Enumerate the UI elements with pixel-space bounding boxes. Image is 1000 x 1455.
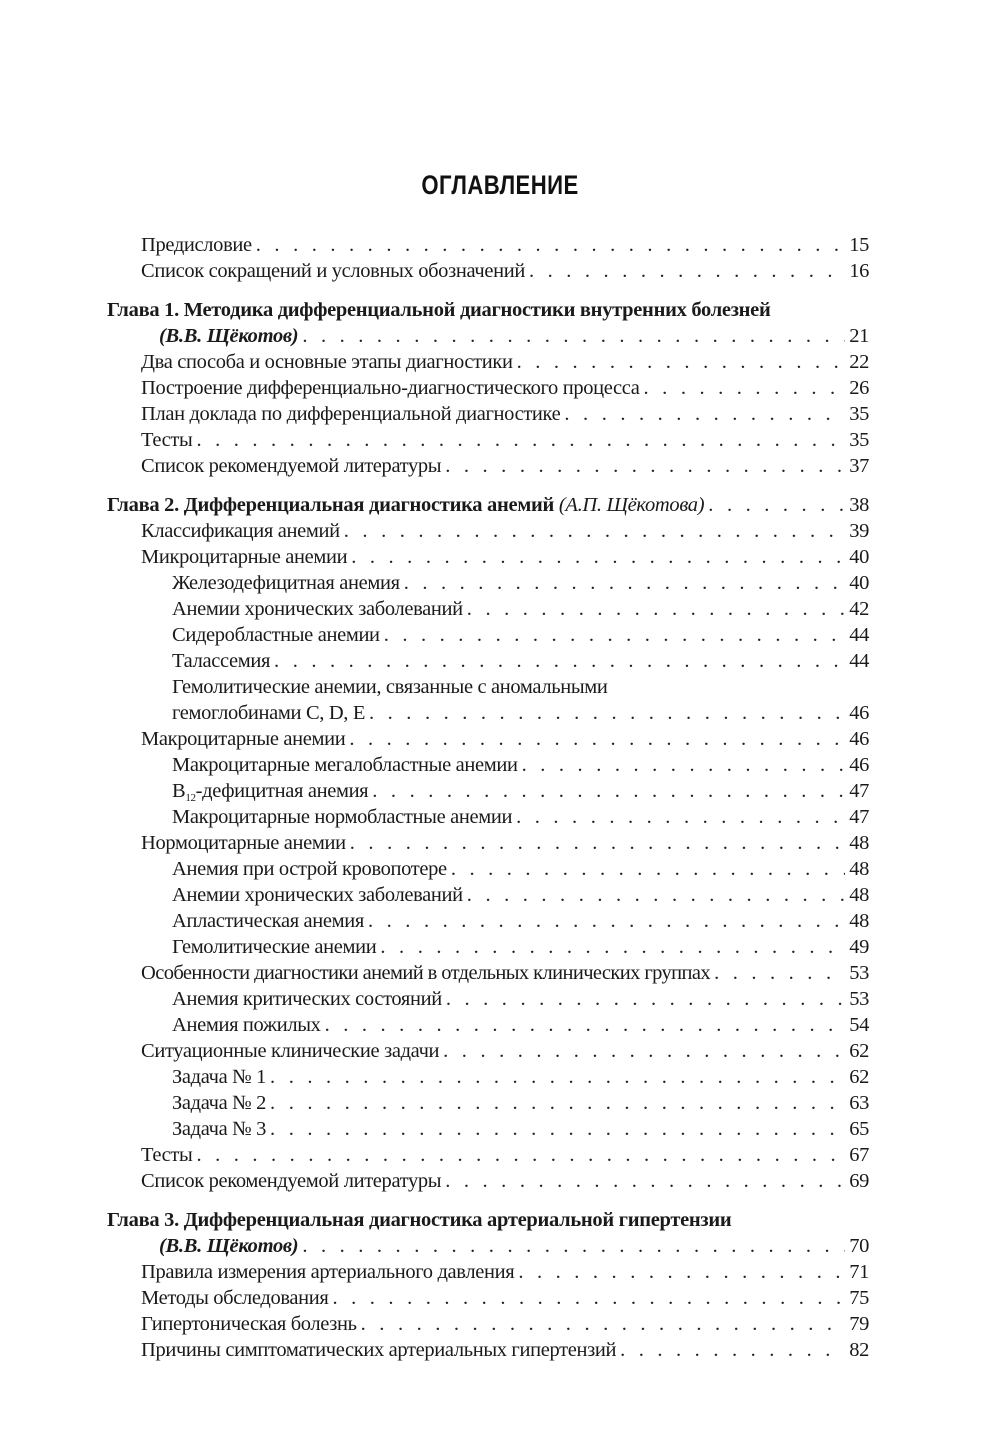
dot-leader [351, 544, 845, 570]
toc-entry-label: Методы обследования [141, 1287, 329, 1309]
dot-leader [445, 1168, 845, 1194]
toc-entry-label: Список рекомендуемой литературы [141, 1170, 442, 1192]
dot-leader [325, 1012, 846, 1038]
toc-entry[interactable] [0, 1285, 1000, 1311]
dot-leader [404, 570, 845, 596]
toc-entry-label: Тесты [141, 1144, 193, 1166]
dot-leader [369, 700, 845, 726]
dot-leader [516, 804, 845, 830]
toc-entry[interactable] [0, 1311, 1000, 1337]
toc-subentry[interactable] [0, 1090, 1000, 1116]
toc-entry[interactable] [0, 349, 1000, 375]
dot-leader [443, 1038, 845, 1064]
toc-entry-label: Гемолитические анемии, связанные с аномальными [172, 676, 608, 698]
dot-leader [270, 1090, 845, 1116]
toc-entry-label: Микроцитарные анемии [141, 546, 348, 568]
page-number: 67 [849, 1144, 869, 1166]
toc-entry-label: Список сокращений и условных обозначений [141, 260, 525, 282]
page-number: 35 [849, 403, 869, 425]
dot-leader [372, 778, 845, 804]
dot-leader [445, 453, 845, 479]
page-number: 44 [849, 650, 869, 672]
page-number: 71 [849, 1261, 869, 1283]
dot-leader [368, 908, 845, 934]
page-number: 53 [849, 988, 869, 1010]
page-number: 44 [849, 624, 869, 646]
toc-subentry[interactable] [0, 986, 1000, 1012]
toc-subentry[interactable] [0, 1116, 1000, 1142]
toc-entry[interactable] [0, 453, 1000, 479]
toc-subentry[interactable] [0, 778, 1000, 804]
toc-entry[interactable] [0, 518, 1000, 544]
toc-entry-label: Тесты [141, 429, 193, 451]
page-number: 62 [849, 1040, 869, 1062]
dot-leader [529, 258, 845, 284]
page-number: 79 [849, 1313, 869, 1335]
chapter-1-title[interactable]: Глава 1. Методика дифференциальной диагностики внутренних болезней [107, 299, 771, 321]
page-number: 47 [849, 806, 869, 828]
page-number: 26 [849, 377, 869, 399]
toc-entry-label: Анемия критических состояний [172, 988, 442, 1010]
toc-entry[interactable] [0, 1259, 1000, 1285]
dot-leader [349, 726, 845, 752]
toc-entry-label: Причины симптоматических артериальных гипертензий [141, 1339, 617, 1361]
page-number: 16 [849, 260, 869, 282]
page-number: 21 [849, 325, 869, 347]
page-number: 47 [849, 780, 869, 802]
toc-entry-label: Классификация анемий [141, 520, 340, 542]
page-number: 48 [849, 910, 869, 932]
chapter-author: (В.В. Щёкотов) [159, 1235, 299, 1257]
page-number: 48 [849, 858, 869, 880]
toc-entry[interactable] [0, 375, 1000, 401]
page-number: 49 [849, 936, 869, 958]
toc-entry-label: Сидеробластные анемии [172, 624, 380, 646]
dot-leader [451, 856, 845, 882]
toc-entry[interactable] [0, 401, 1000, 427]
toc-entry-label: Ситуационные клинические задачи [141, 1040, 440, 1062]
toc-subentry[interactable] [0, 1064, 1000, 1090]
toc-subentry[interactable] [0, 648, 1000, 674]
page-number: 82 [849, 1339, 869, 1361]
page-number: 70 [849, 1235, 869, 1257]
page-number: 54 [849, 1014, 869, 1036]
b12-label: -дефицитная анемия [195, 780, 369, 802]
toc-entry-label: Особенности диагностики анемий в отдельных клинических группах [141, 962, 711, 984]
toc-subentry[interactable] [0, 882, 1000, 908]
toc-entry-label: Макроцитарные анемии [141, 728, 346, 750]
page-number: 42 [849, 598, 869, 620]
dot-leader [302, 323, 845, 349]
dot-leader [564, 401, 845, 427]
toc-subentry[interactable] [0, 752, 1000, 778]
toc-entry[interactable] [0, 544, 1000, 570]
toc-entry-label: Макроцитарные нормобластные анемии [172, 806, 513, 828]
toc-entry-label: Анемии хронических заболеваний [172, 884, 463, 906]
toc-subentry[interactable] [0, 856, 1000, 882]
page-number: 65 [849, 1118, 869, 1140]
toc-subentry[interactable] [0, 570, 1000, 596]
page-number: 40 [849, 572, 869, 594]
toc-entry-label: Талассемия [172, 650, 271, 672]
dot-leader [518, 1259, 845, 1285]
toc-subentry[interactable] [0, 622, 1000, 648]
page-number: 62 [849, 1066, 869, 1088]
dot-leader [714, 960, 845, 986]
page-number: 15 [849, 234, 869, 256]
dot-leader [256, 232, 845, 258]
toc-entry-label: гемоглобинами C, D, E [172, 702, 365, 724]
toc-entry[interactable] [0, 726, 1000, 752]
dot-leader [196, 427, 845, 453]
toc-entry[interactable] [0, 1038, 1000, 1064]
toc-entry-label: План доклада по дифференциальной диагностике [141, 403, 561, 425]
toc-entry-label: Задача № 1 [172, 1066, 267, 1088]
dot-leader [274, 648, 845, 674]
dot-leader [517, 349, 846, 375]
page-number: 63 [849, 1092, 869, 1114]
b12-prefix: B [172, 780, 186, 802]
toc-entry-label: Гемолитические анемии [172, 936, 377, 958]
dot-leader [467, 596, 845, 622]
chapter-3-title[interactable]: Глава 3. Дифференциальная диагностика артериальной гипертензии [107, 1209, 732, 1231]
toc-entry[interactable] [0, 960, 1000, 986]
page-number: 53 [849, 962, 869, 984]
toc-entry-label: Правила измерения артериального давления [141, 1261, 515, 1283]
dot-leader [467, 882, 845, 908]
dot-leader [384, 622, 846, 648]
page-number: 48 [849, 884, 869, 906]
dot-leader [302, 1233, 845, 1259]
dot-leader [350, 830, 845, 856]
toc-entry-label: Список рекомендуемой литературы [141, 455, 442, 477]
chapter-3-author-entry[interactable] [0, 1233, 1000, 1259]
page-number: 69 [849, 1170, 869, 1192]
dot-leader [644, 375, 846, 401]
toc-entry-label: Макроцитарные мегалобластные анемии [172, 754, 518, 776]
dot-leader [522, 752, 846, 778]
toc-entry-label: Предисловие [141, 234, 252, 256]
chapter-2-title-entry[interactable] [0, 492, 1000, 518]
dot-leader [620, 1337, 845, 1363]
dot-leader [708, 492, 845, 518]
page-number: 46 [849, 754, 869, 776]
toc-entry-label: Апластическая анемия [172, 910, 364, 932]
toc-entry-abbreviations[interactable] [0, 258, 1000, 284]
dot-leader [380, 934, 845, 960]
dot-leader [344, 518, 845, 544]
toc-entry-label [172, 778, 368, 804]
chapter-1-author-entry[interactable] [0, 323, 1000, 349]
chapter-author: (В.В. Щёкотов) [159, 325, 299, 347]
page-number: 75 [849, 1287, 869, 1309]
toc-entry[interactable] [0, 1168, 1000, 1194]
toc-subentry-line1[interactable] [0, 674, 1000, 700]
dot-leader [446, 986, 845, 1012]
dot-leader [332, 1285, 845, 1311]
toc-entry[interactable] [0, 427, 1000, 453]
toc-entry-label: Два способа и основные этапы диагностики [141, 351, 513, 373]
toc-entry-label: Анемия пожилых [172, 1014, 321, 1036]
toc-entry[interactable] [0, 830, 1000, 856]
toc-entry-label: Задача № 3 [172, 1118, 267, 1140]
dot-leader [196, 1142, 845, 1168]
page-title: ОГЛАВЛЕНИЕ [421, 170, 579, 200]
page-number: 46 [849, 728, 869, 750]
dot-leader [270, 1116, 845, 1142]
toc-subentry[interactable] [0, 1012, 1000, 1038]
page-number: 39 [849, 520, 869, 542]
page-number: 35 [849, 429, 869, 451]
toc-subentry[interactable] [0, 934, 1000, 960]
chapter-author: (А.П. Щёкотова) [558, 494, 705, 516]
dot-leader [270, 1064, 845, 1090]
page-number: 40 [849, 546, 869, 568]
b12-subscript: 12 [185, 792, 196, 804]
page-number: 46 [849, 702, 869, 724]
toc-entry[interactable] [0, 1142, 1000, 1168]
toc-entry-label: Нормоцитарные анемии [141, 832, 346, 854]
toc-entry[interactable] [0, 1337, 1000, 1363]
page-number: 37 [849, 455, 869, 477]
page-number: 22 [849, 351, 869, 373]
dot-leader [361, 1311, 846, 1337]
toc-subentry[interactable] [0, 596, 1000, 622]
toc-entry-label: Задача № 2 [172, 1092, 267, 1114]
page-number: 48 [849, 832, 869, 854]
toc-subentry[interactable] [0, 908, 1000, 934]
toc-subentry[interactable] [0, 804, 1000, 830]
toc-subentry[interactable] [0, 700, 1000, 726]
page-number: 38 [849, 494, 869, 516]
toc-entry-label: Гипертоническая болезнь [141, 1313, 357, 1335]
toc-entry-label: Анемия при острой кровопотере [172, 858, 447, 880]
toc-entry-preface[interactable] [0, 232, 1000, 258]
toc-entry-label: Железодефицитная анемия [172, 572, 400, 594]
chapter-title-text: Глава 2. Дифференциальная диагностика анемий [107, 494, 554, 516]
toc-entry-label: Построение дифференциально-диагностического процесса [141, 377, 640, 399]
chapter-2-title [107, 492, 704, 518]
toc-entry-label: Анемии хронических заболеваний [172, 598, 463, 620]
